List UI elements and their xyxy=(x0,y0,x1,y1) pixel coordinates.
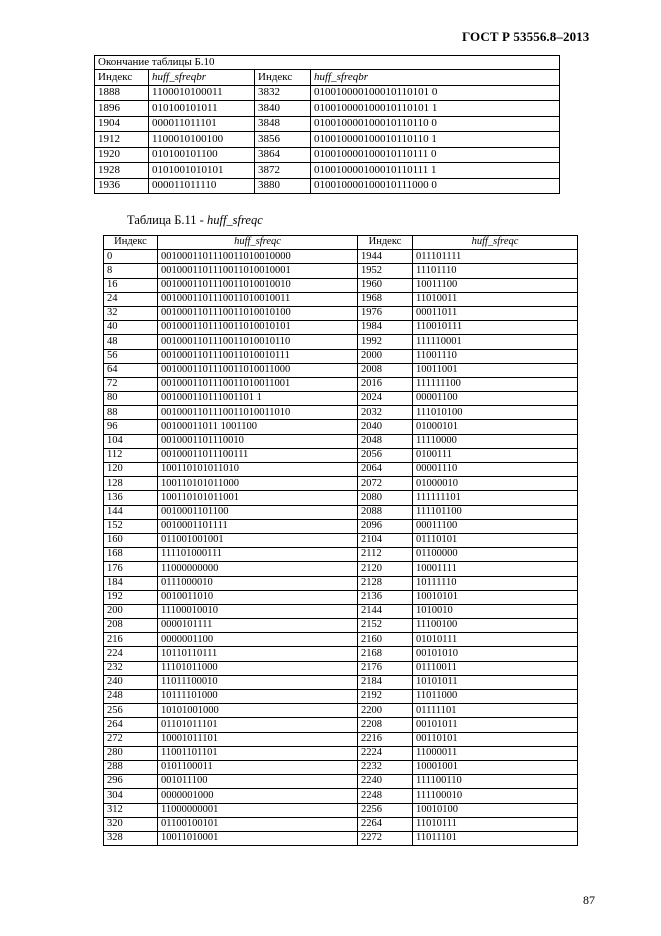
table-cell: 10001001 xyxy=(413,760,578,774)
table-cell: 2120 xyxy=(358,562,413,576)
table-cell: 2264 xyxy=(358,817,413,831)
table-cell: 01110011 xyxy=(413,661,578,675)
table-cell: 0010001101110011010010111 xyxy=(158,349,358,363)
table-cell: 010010000100010110111 1 xyxy=(311,163,560,179)
table-cell: 0010001101110011010011001 xyxy=(158,377,358,391)
table-row xyxy=(104,491,578,505)
table-cell: 00101011 xyxy=(413,718,578,732)
table-row xyxy=(95,132,560,148)
table-row xyxy=(104,335,578,349)
table-cell: 10101011 xyxy=(413,675,578,689)
table-cell: 3856 xyxy=(255,132,311,148)
table-row xyxy=(104,675,578,689)
table-row xyxy=(104,434,578,448)
table-cell: 01110101 xyxy=(413,533,578,547)
table-cell: 0111000010 xyxy=(158,576,358,590)
table-cell: 10001011101 xyxy=(158,732,358,746)
table-cell: 11011100010 xyxy=(158,675,358,689)
table-cell: 10110110111 xyxy=(158,647,358,661)
table-cell: 304 xyxy=(104,789,158,803)
table-cell: 3872 xyxy=(255,163,311,179)
table-cell: 111101000111 xyxy=(158,548,358,562)
table-cell: 00100011011 1001100 xyxy=(158,420,358,434)
table-cell: 2064 xyxy=(358,463,413,477)
table-cell: 11000011 xyxy=(413,746,578,760)
table-row xyxy=(104,292,578,306)
table-cell: 112 xyxy=(104,448,158,462)
table-row xyxy=(95,116,560,132)
table-cell: 72 xyxy=(104,377,158,391)
table-cell: 2024 xyxy=(358,392,413,406)
table-row xyxy=(104,264,578,278)
table-cell: 01010111 xyxy=(413,633,578,647)
table-row xyxy=(104,448,578,462)
table-row xyxy=(104,363,578,377)
table-cell: 208 xyxy=(104,619,158,633)
table-cell: 011101111 xyxy=(413,250,578,264)
table-row xyxy=(104,718,578,732)
table-cell: 288 xyxy=(104,760,158,774)
table-cell: 216 xyxy=(104,633,158,647)
table-cell: 0101001010101 xyxy=(149,163,255,179)
table-cell: 100110101011010 xyxy=(158,463,358,477)
table-cell: 001011100 xyxy=(158,775,358,789)
table-cell: 100110101011000 xyxy=(158,477,358,491)
table-cell: 0010001101110011010010010 xyxy=(158,278,358,292)
table-cell: 11000000001 xyxy=(158,803,358,817)
table-cell: 2000 xyxy=(358,349,413,363)
table-b10-caption: Окончание таблицы Б.10 xyxy=(95,56,560,70)
table-row xyxy=(104,760,578,774)
table-cell: 10011010001 xyxy=(158,831,358,845)
table-cell: 10011100 xyxy=(413,278,578,292)
caption-prefix: Таблица Б.11 - xyxy=(127,213,207,227)
table-cell: 2096 xyxy=(358,519,413,533)
table-row xyxy=(104,505,578,519)
table-cell: 0000101111 xyxy=(158,619,358,633)
table-cell: 1100010100100 xyxy=(149,132,255,148)
table-cell: 2208 xyxy=(358,718,413,732)
table-row xyxy=(104,619,578,633)
table-cell: 1968 xyxy=(358,292,413,306)
table-cell: 1952 xyxy=(358,264,413,278)
table-cell: 168 xyxy=(104,548,158,562)
table-cell: 320 xyxy=(104,817,158,831)
column-header: Индекс xyxy=(255,70,311,86)
column-header: Индекс xyxy=(104,236,158,250)
table-row xyxy=(104,477,578,491)
page-number: 87 xyxy=(583,893,595,907)
table-row xyxy=(104,633,578,647)
table-cell: 2088 xyxy=(358,505,413,519)
table-cell: 144 xyxy=(104,505,158,519)
table-cell: 2160 xyxy=(358,633,413,647)
table-cell: 2040 xyxy=(358,420,413,434)
table-row xyxy=(104,704,578,718)
table-cell: 2056 xyxy=(358,448,413,462)
table-b10 xyxy=(94,55,560,194)
table-row xyxy=(104,732,578,746)
table-cell: 184 xyxy=(104,576,158,590)
table-cell: 11100010010 xyxy=(158,604,358,618)
table-row xyxy=(104,406,578,420)
table-cell: 104 xyxy=(104,434,158,448)
table-row xyxy=(104,420,578,434)
table-cell: 160 xyxy=(104,533,158,547)
table-row xyxy=(104,604,578,618)
table-cell: 10001111 xyxy=(413,562,578,576)
table-cell: 0100111 xyxy=(413,448,578,462)
table-cell: 0010001101110011010010101 xyxy=(158,321,358,335)
table-cell: 111100110 xyxy=(413,775,578,789)
table-row xyxy=(104,817,578,831)
table-cell: 232 xyxy=(104,661,158,675)
table-cell: 2048 xyxy=(358,434,413,448)
table-cell: 001000110111001101 1 xyxy=(158,392,358,406)
table-cell: 2232 xyxy=(358,760,413,774)
table-cell: 011001001001 xyxy=(158,533,358,547)
table-cell: 2192 xyxy=(358,690,413,704)
table-cell: 0010001101100 xyxy=(158,505,358,519)
table-cell: 11110000 xyxy=(413,434,578,448)
table-cell: 8 xyxy=(104,264,158,278)
table-cell: 264 xyxy=(104,718,158,732)
table-cell: 2032 xyxy=(358,406,413,420)
table-cell: 128 xyxy=(104,477,158,491)
table-row xyxy=(104,519,578,533)
table-row xyxy=(104,647,578,661)
table-cell: 2248 xyxy=(358,789,413,803)
table-cell: 48 xyxy=(104,335,158,349)
table-cell: 1928 xyxy=(95,163,149,179)
table-cell: 3864 xyxy=(255,147,311,163)
column-header: huff_sfreqc xyxy=(413,236,578,250)
table-row xyxy=(104,690,578,704)
table-cell: 0000001100 xyxy=(158,633,358,647)
table-cell: 111100010 xyxy=(413,789,578,803)
table-cell: 00011100 xyxy=(413,519,578,533)
table-cell: 192 xyxy=(104,590,158,604)
table-row xyxy=(104,775,578,789)
table-row xyxy=(104,349,578,363)
table-cell: 111101100 xyxy=(413,505,578,519)
table-cell: 1920 xyxy=(95,147,149,163)
table-cell: 136 xyxy=(104,491,158,505)
table-cell: 01100100101 xyxy=(158,817,358,831)
table-row xyxy=(104,661,578,675)
table-cell: 224 xyxy=(104,647,158,661)
table-cell: 010010000100010110110 0 xyxy=(311,116,560,132)
column-header: huff_sfreqbr xyxy=(311,70,560,86)
table-cell: 152 xyxy=(104,519,158,533)
table-cell: 111111100 xyxy=(413,377,578,391)
table-cell: 010100101100 xyxy=(149,147,255,163)
table-cell: 2112 xyxy=(358,548,413,562)
table-row xyxy=(104,250,578,264)
table-cell: 248 xyxy=(104,690,158,704)
table-cell: 11010011 xyxy=(413,292,578,306)
table-cell: 10010101 xyxy=(413,590,578,604)
table-row xyxy=(104,278,578,292)
table-cell: 11001101101 xyxy=(158,746,358,760)
table-cell: 1992 xyxy=(358,335,413,349)
table-cell: 32 xyxy=(104,306,158,320)
table-cell: 312 xyxy=(104,803,158,817)
table-cell: 111110001 xyxy=(413,335,578,349)
table-cell: 01000010 xyxy=(413,477,578,491)
table-cell: 010010000100010111000 0 xyxy=(311,178,560,194)
table-row xyxy=(95,147,560,163)
table-row xyxy=(104,562,578,576)
table-cell: 0010001101110010 xyxy=(158,434,358,448)
table-cell: 3880 xyxy=(255,178,311,194)
table-cell: 0010001101110011010010110 xyxy=(158,335,358,349)
table-cell: 2072 xyxy=(358,477,413,491)
table-cell: 10111101000 xyxy=(158,690,358,704)
table-cell: 272 xyxy=(104,732,158,746)
table-cell: 240 xyxy=(104,675,158,689)
table-b11 xyxy=(103,235,578,846)
table-cell: 1936 xyxy=(95,178,149,194)
table-cell: 11011101 xyxy=(413,831,578,845)
table-cell: 2184 xyxy=(358,675,413,689)
table-row xyxy=(95,163,560,179)
table-cell: 0010001101110011010010000 xyxy=(158,250,358,264)
table-cell: 010010000100010110111 0 xyxy=(311,147,560,163)
table-cell: 10011001 xyxy=(413,363,578,377)
table-b10-header xyxy=(95,70,560,86)
table-cell: 0010001101110011010010011 xyxy=(158,292,358,306)
table-cell: 00011011 xyxy=(413,306,578,320)
table-cell: 0010001101110011010010100 xyxy=(158,306,358,320)
table-cell: 2152 xyxy=(358,619,413,633)
table-cell: 2224 xyxy=(358,746,413,760)
table-cell: 000011011110 xyxy=(149,178,255,194)
table-cell: 1888 xyxy=(95,85,149,101)
table-cell: 176 xyxy=(104,562,158,576)
table-cell: 120 xyxy=(104,463,158,477)
table-cell: 200 xyxy=(104,604,158,618)
table-cell: 110010111 xyxy=(413,321,578,335)
table-cell: 1976 xyxy=(358,306,413,320)
table-cell: 296 xyxy=(104,775,158,789)
table-cell: 2080 xyxy=(358,491,413,505)
table-cell: 11101011000 xyxy=(158,661,358,675)
table-cell: 24 xyxy=(104,292,158,306)
table-cell: 00110101 xyxy=(413,732,578,746)
table-cell: 11101110 xyxy=(413,264,578,278)
table-row xyxy=(104,803,578,817)
table-cell: 2240 xyxy=(358,775,413,789)
table-cell: 56 xyxy=(104,349,158,363)
table-cell: 0101100011 xyxy=(158,760,358,774)
table-cell: 00001100 xyxy=(413,392,578,406)
table-cell: 2136 xyxy=(358,590,413,604)
table-row xyxy=(104,463,578,477)
table-cell: 11000000000 xyxy=(158,562,358,576)
table-row xyxy=(104,321,578,335)
table-cell: 2016 xyxy=(358,377,413,391)
table-row xyxy=(104,548,578,562)
table-cell: 1896 xyxy=(95,101,149,117)
table-cell: 1984 xyxy=(358,321,413,335)
table-cell: 256 xyxy=(104,704,158,718)
table-cell: 11011000 xyxy=(413,690,578,704)
table-cell: 96 xyxy=(104,420,158,434)
table-cell: 2168 xyxy=(358,647,413,661)
table-row xyxy=(104,789,578,803)
column-header: huff_sfreqc xyxy=(158,236,358,250)
table-cell: 00101010 xyxy=(413,647,578,661)
table-cell: 0010001101110011010010001 xyxy=(158,264,358,278)
table-row xyxy=(95,178,560,194)
table-cell: 01100000 xyxy=(413,548,578,562)
table-cell: 80 xyxy=(104,392,158,406)
table-cell: 111010100 xyxy=(413,406,578,420)
table-cell: 0 xyxy=(104,250,158,264)
table-row xyxy=(104,377,578,391)
table-cell: 0010001101110011010011010 xyxy=(158,406,358,420)
table-cell: 1904 xyxy=(95,116,149,132)
table-cell: 2216 xyxy=(358,732,413,746)
table-cell: 0000001000 xyxy=(158,789,358,803)
table-cell: 11100100 xyxy=(413,619,578,633)
table-cell: 2176 xyxy=(358,661,413,675)
table-cell: 1944 xyxy=(358,250,413,264)
table-cell: 010010000100010110101 0 xyxy=(311,85,560,101)
table-cell: 01111101 xyxy=(413,704,578,718)
table-cell: 1010010 xyxy=(413,604,578,618)
table-row xyxy=(104,576,578,590)
table-row xyxy=(95,85,560,101)
table-row xyxy=(95,101,560,117)
table-cell: 010100101011 xyxy=(149,101,255,117)
table-cell: 328 xyxy=(104,831,158,845)
table-row xyxy=(104,746,578,760)
table-cell: 2008 xyxy=(358,363,413,377)
table-cell: 40 xyxy=(104,321,158,335)
table-cell: 1912 xyxy=(95,132,149,148)
table-cell: 2104 xyxy=(358,533,413,547)
table-cell: 010010000100010110101 1 xyxy=(311,101,560,117)
table-row xyxy=(104,533,578,547)
table-cell: 00001110 xyxy=(413,463,578,477)
table-cell: 2144 xyxy=(358,604,413,618)
column-header: Индекс xyxy=(358,236,413,250)
table-cell: 10010100 xyxy=(413,803,578,817)
table-cell: 0010001101111 xyxy=(158,519,358,533)
table-cell: 11010111 xyxy=(413,817,578,831)
table-row xyxy=(104,831,578,845)
table-cell: 1960 xyxy=(358,278,413,292)
column-header: huff_sfreqbr xyxy=(149,70,255,86)
table-cell: 100110101011001 xyxy=(158,491,358,505)
column-header: Индекс xyxy=(95,70,149,86)
table-cell: 88 xyxy=(104,406,158,420)
table-cell: 2128 xyxy=(358,576,413,590)
table-cell: 3832 xyxy=(255,85,311,101)
table-cell: 00100011011100111 xyxy=(158,448,358,462)
table-cell: 2200 xyxy=(358,704,413,718)
table-b11-header xyxy=(104,236,578,250)
table-cell: 10111110 xyxy=(413,576,578,590)
table-cell: 010010000100010110110 1 xyxy=(311,132,560,148)
table-cell: 10101001000 xyxy=(158,704,358,718)
table-cell: 16 xyxy=(104,278,158,292)
table-cell: 2272 xyxy=(358,831,413,845)
table-row xyxy=(104,590,578,604)
table-cell: 11001110 xyxy=(413,349,578,363)
table-cell: 01101011101 xyxy=(158,718,358,732)
table-cell: 111111101 xyxy=(413,491,578,505)
table-row xyxy=(104,306,578,320)
table-cell: 64 xyxy=(104,363,158,377)
table-cell: 3840 xyxy=(255,101,311,117)
table-cell: 2256 xyxy=(358,803,413,817)
standard-designation: ГОСТ Р 53556.8–2013 xyxy=(462,29,590,44)
table-row xyxy=(104,392,578,406)
table-cell: 000011011101 xyxy=(149,116,255,132)
table-cell: 280 xyxy=(104,746,158,760)
table-cell: 1100010100011 xyxy=(149,85,255,101)
table-cell: 3848 xyxy=(255,116,311,132)
caption-name: huff_sfreqc xyxy=(206,213,263,227)
table-b11-caption xyxy=(127,213,263,228)
table-cell: 0010011010 xyxy=(158,590,358,604)
table-cell: 0010001101110011010011000 xyxy=(158,363,358,377)
table-cell: 01000101 xyxy=(413,420,578,434)
